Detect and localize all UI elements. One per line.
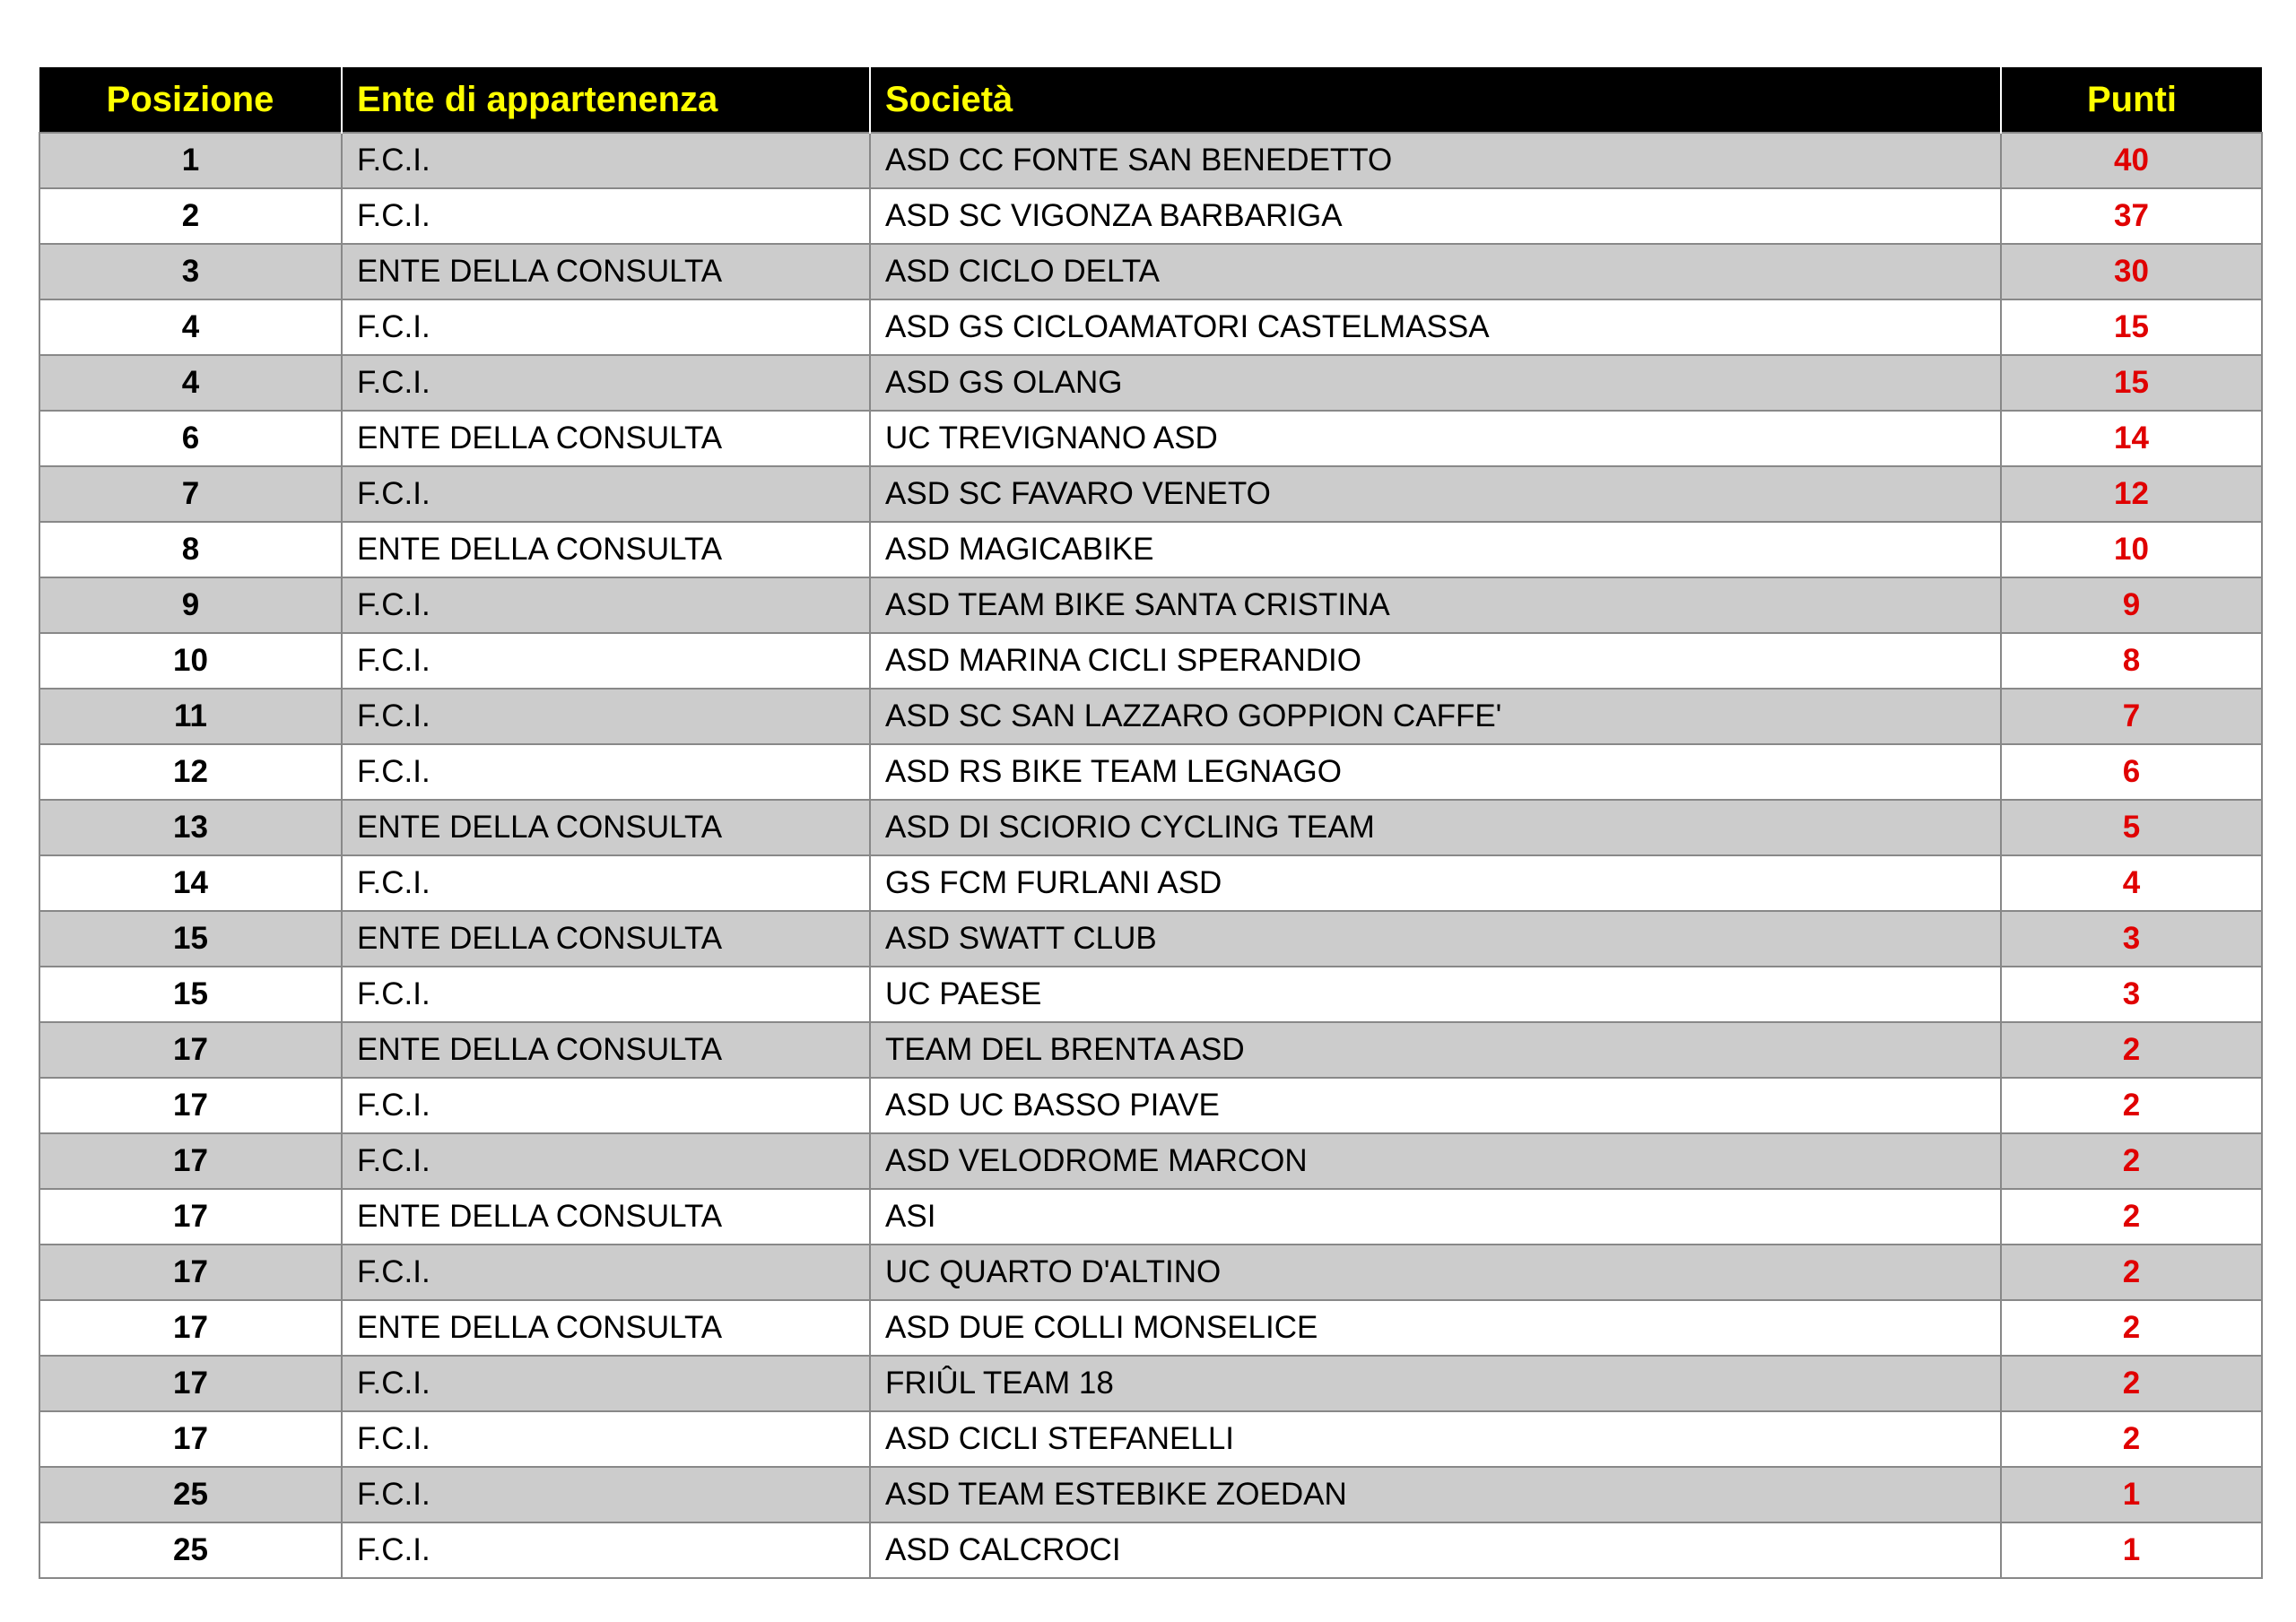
cell-ente: ENTE DELLA CONSULTA bbox=[342, 1022, 870, 1078]
cell-punti: 40 bbox=[2001, 133, 2262, 188]
table-row bbox=[39, 1356, 2262, 1411]
cell-societa: ASD GS CICLOAMATORI CASTELMASSA bbox=[870, 299, 2001, 355]
cell-societa: ASD SC SAN LAZZARO GOPPION CAFFE' bbox=[870, 689, 2001, 744]
table-row bbox=[39, 1078, 2262, 1133]
cell-ente: ENTE DELLA CONSULTA bbox=[342, 244, 870, 299]
cell-posizione: 17 bbox=[39, 1411, 342, 1467]
table-row bbox=[39, 633, 2262, 689]
cell-punti: 30 bbox=[2001, 244, 2262, 299]
cell-punti: 15 bbox=[2001, 355, 2262, 411]
cell-posizione: 25 bbox=[39, 1467, 342, 1522]
cell-societa: TEAM DEL BRENTA ASD bbox=[870, 1022, 2001, 1078]
cell-societa: ASD SWATT CLUB bbox=[870, 911, 2001, 967]
table-row bbox=[39, 689, 2262, 744]
cell-punti: 5 bbox=[2001, 800, 2262, 855]
table-row bbox=[39, 188, 2262, 244]
table-row bbox=[39, 1522, 2262, 1578]
cell-posizione: 10 bbox=[39, 633, 342, 689]
cell-ente: F.C.I. bbox=[342, 355, 870, 411]
cell-societa: ASD SC VIGONZA BARBARIGA bbox=[870, 188, 2001, 244]
table-row bbox=[39, 577, 2262, 633]
cell-punti: 4 bbox=[2001, 855, 2262, 911]
cell-societa: ASD MARINA CICLI SPERANDIO bbox=[870, 633, 2001, 689]
cell-punti: 1 bbox=[2001, 1522, 2262, 1578]
cell-punti: 2 bbox=[2001, 1300, 2262, 1356]
cell-punti: 3 bbox=[2001, 911, 2262, 967]
cell-posizione: 8 bbox=[39, 522, 342, 577]
cell-ente: ENTE DELLA CONSULTA bbox=[342, 1300, 870, 1356]
cell-posizione: 17 bbox=[39, 1078, 342, 1133]
table-row bbox=[39, 1022, 2262, 1078]
cell-punti: 2 bbox=[2001, 1078, 2262, 1133]
cell-societa: ASD CICLO DELTA bbox=[870, 244, 2001, 299]
cell-punti: 6 bbox=[2001, 744, 2262, 800]
cell-posizione: 17 bbox=[39, 1189, 342, 1245]
standings-table bbox=[39, 67, 2263, 1579]
table-row bbox=[39, 1411, 2262, 1467]
cell-punti: 37 bbox=[2001, 188, 2262, 244]
cell-ente: F.C.I. bbox=[342, 1522, 870, 1578]
cell-societa: ASD CICLI STEFANELLI bbox=[870, 1411, 2001, 1467]
table-row bbox=[39, 967, 2262, 1022]
cell-punti: 12 bbox=[2001, 466, 2262, 522]
cell-ente: ENTE DELLA CONSULTA bbox=[342, 911, 870, 967]
cell-societa: ASD CC FONTE SAN BENEDETTO bbox=[870, 133, 2001, 188]
cell-societa: ASD RS BIKE TEAM LEGNAGO bbox=[870, 744, 2001, 800]
cell-punti: 14 bbox=[2001, 411, 2262, 466]
cell-ente: F.C.I. bbox=[342, 1245, 870, 1300]
cell-punti: 15 bbox=[2001, 299, 2262, 355]
cell-ente: F.C.I. bbox=[342, 967, 870, 1022]
cell-ente: F.C.I. bbox=[342, 577, 870, 633]
cell-societa: ASD TEAM ESTEBIKE ZOEDAN bbox=[870, 1467, 2001, 1522]
header-societa: Società bbox=[870, 67, 2001, 133]
table-row bbox=[39, 1245, 2262, 1300]
cell-ente: ENTE DELLA CONSULTA bbox=[342, 411, 870, 466]
table-row bbox=[39, 466, 2262, 522]
cell-punti: 1 bbox=[2001, 1467, 2262, 1522]
cell-ente: F.C.I. bbox=[342, 744, 870, 800]
cell-posizione: 7 bbox=[39, 466, 342, 522]
cell-ente: ENTE DELLA CONSULTA bbox=[342, 522, 870, 577]
header-ente: Ente di appartenenza bbox=[342, 67, 870, 133]
cell-ente: F.C.I. bbox=[342, 188, 870, 244]
cell-societa: ASI bbox=[870, 1189, 2001, 1245]
table-row bbox=[39, 855, 2262, 911]
cell-punti: 2 bbox=[2001, 1411, 2262, 1467]
cell-punti: 10 bbox=[2001, 522, 2262, 577]
table-row bbox=[39, 911, 2262, 967]
cell-posizione: 12 bbox=[39, 744, 342, 800]
cell-ente: F.C.I. bbox=[342, 1356, 870, 1411]
cell-punti: 8 bbox=[2001, 633, 2262, 689]
cell-posizione: 1 bbox=[39, 133, 342, 188]
cell-posizione: 11 bbox=[39, 689, 342, 744]
header-punti: Punti bbox=[2001, 67, 2262, 133]
cell-ente: F.C.I. bbox=[342, 1411, 870, 1467]
cell-posizione: 15 bbox=[39, 967, 342, 1022]
cell-societa: UC PAESE bbox=[870, 967, 2001, 1022]
cell-posizione: 2 bbox=[39, 188, 342, 244]
cell-posizione: 25 bbox=[39, 1522, 342, 1578]
cell-ente: F.C.I. bbox=[342, 1467, 870, 1522]
cell-posizione: 13 bbox=[39, 800, 342, 855]
header-posizione: Posizione bbox=[39, 67, 342, 133]
header-row bbox=[39, 67, 2262, 133]
cell-punti: 9 bbox=[2001, 577, 2262, 633]
cell-posizione: 9 bbox=[39, 577, 342, 633]
table-row bbox=[39, 522, 2262, 577]
cell-ente: ENTE DELLA CONSULTA bbox=[342, 1189, 870, 1245]
cell-ente: F.C.I. bbox=[342, 299, 870, 355]
cell-ente: F.C.I. bbox=[342, 1078, 870, 1133]
cell-posizione: 15 bbox=[39, 911, 342, 967]
table-row bbox=[39, 133, 2262, 188]
table-row bbox=[39, 299, 2262, 355]
cell-ente: F.C.I. bbox=[342, 633, 870, 689]
cell-societa: ASD GS OLANG bbox=[870, 355, 2001, 411]
table-body bbox=[39, 133, 2262, 1578]
cell-punti: 2 bbox=[2001, 1245, 2262, 1300]
table-row bbox=[39, 1189, 2262, 1245]
standings-table-container bbox=[39, 67, 2261, 1579]
cell-ente: F.C.I. bbox=[342, 133, 870, 188]
cell-posizione: 17 bbox=[39, 1022, 342, 1078]
table-row bbox=[39, 1300, 2262, 1356]
cell-societa: FRIÛL TEAM 18 bbox=[870, 1356, 2001, 1411]
table-row bbox=[39, 1133, 2262, 1189]
cell-ente: ENTE DELLA CONSULTA bbox=[342, 800, 870, 855]
cell-societa: ASD TEAM BIKE SANTA CRISTINA bbox=[870, 577, 2001, 633]
cell-societa: ASD DI SCIORIO CYCLING TEAM bbox=[870, 800, 2001, 855]
cell-societa: UC QUARTO D'ALTINO bbox=[870, 1245, 2001, 1300]
cell-societa: ASD VELODROME MARCON bbox=[870, 1133, 2001, 1189]
cell-posizione: 17 bbox=[39, 1133, 342, 1189]
cell-societa: GS FCM FURLANI ASD bbox=[870, 855, 2001, 911]
table-row bbox=[39, 411, 2262, 466]
cell-posizione: 17 bbox=[39, 1356, 342, 1411]
cell-ente: F.C.I. bbox=[342, 689, 870, 744]
table-row bbox=[39, 800, 2262, 855]
cell-societa: ASD MAGICABIKE bbox=[870, 522, 2001, 577]
table-row bbox=[39, 744, 2262, 800]
cell-punti: 7 bbox=[2001, 689, 2262, 744]
cell-posizione: 4 bbox=[39, 355, 342, 411]
cell-societa: ASD UC BASSO PIAVE bbox=[870, 1078, 2001, 1133]
cell-punti: 2 bbox=[2001, 1356, 2262, 1411]
cell-posizione: 17 bbox=[39, 1300, 342, 1356]
table-row bbox=[39, 244, 2262, 299]
cell-posizione: 17 bbox=[39, 1245, 342, 1300]
cell-posizione: 3 bbox=[39, 244, 342, 299]
cell-posizione: 4 bbox=[39, 299, 342, 355]
cell-punti: 2 bbox=[2001, 1189, 2262, 1245]
cell-societa: ASD DUE COLLI MONSELICE bbox=[870, 1300, 2001, 1356]
cell-societa: ASD CALCROCI bbox=[870, 1522, 2001, 1578]
cell-ente: F.C.I. bbox=[342, 466, 870, 522]
cell-posizione: 6 bbox=[39, 411, 342, 466]
cell-punti: 3 bbox=[2001, 967, 2262, 1022]
table-header bbox=[39, 67, 2262, 133]
cell-punti: 2 bbox=[2001, 1022, 2262, 1078]
cell-punti: 2 bbox=[2001, 1133, 2262, 1189]
cell-ente: F.C.I. bbox=[342, 855, 870, 911]
table-row bbox=[39, 355, 2262, 411]
cell-societa: ASD SC FAVARO VENETO bbox=[870, 466, 2001, 522]
cell-societa: UC TREVIGNANO ASD bbox=[870, 411, 2001, 466]
cell-ente: F.C.I. bbox=[342, 1133, 870, 1189]
table-row bbox=[39, 1467, 2262, 1522]
cell-posizione: 14 bbox=[39, 855, 342, 911]
